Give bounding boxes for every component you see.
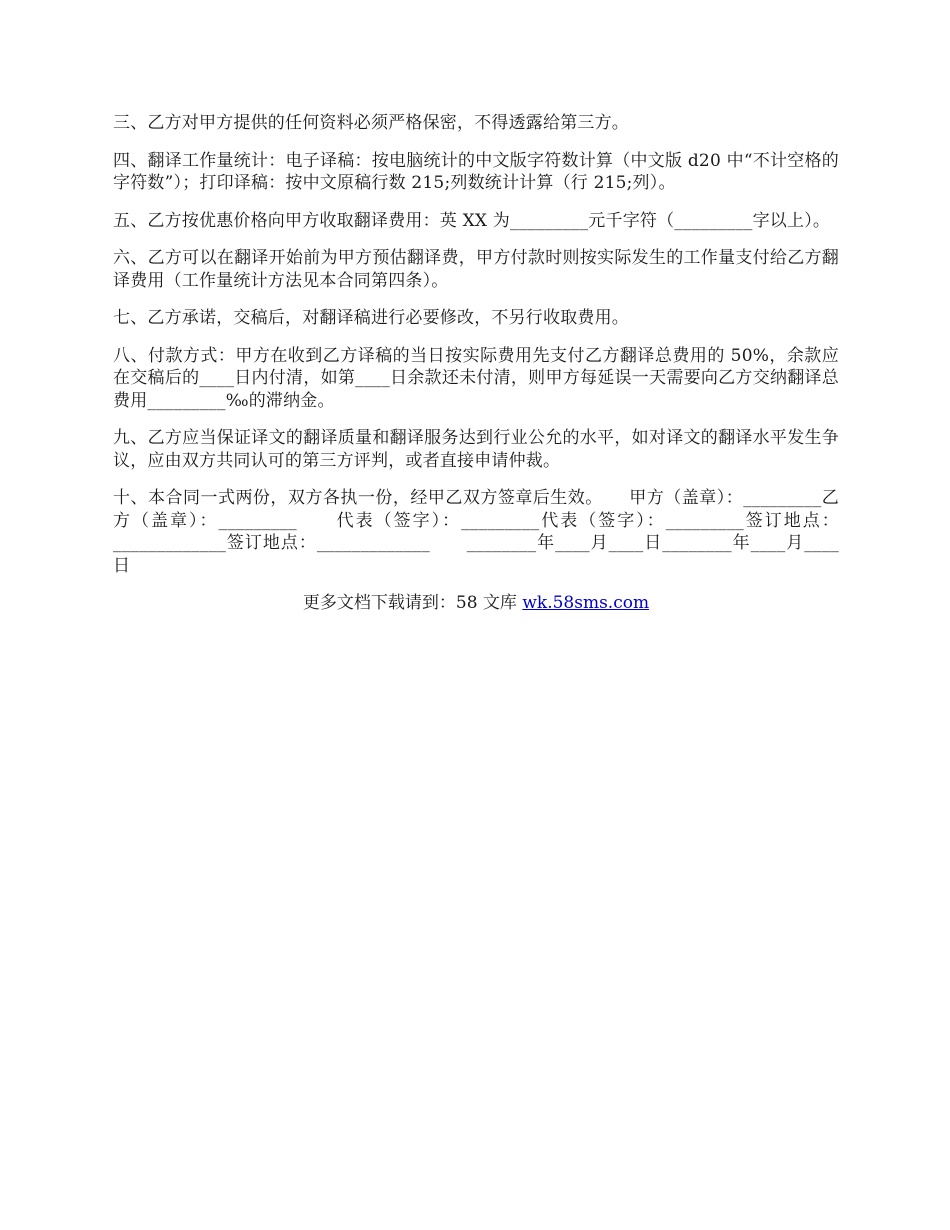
download-footer: [113, 592, 839, 614]
clause-7: 七、乙方承诺，交稿后，对翻译稿进行必要修改，不另行收取费用。: [113, 308, 629, 328]
clause-6: 六、乙方可以在翻译开始前为甲方预估翻译费，甲方付款时则按实际发生的工作量支付给乙方翻译费用（工作量统计方法见本合同第四条）。: [113, 248, 839, 291]
footer-text: 更多文档下载请到：58 文库: [302, 593, 523, 613]
clause-5: 五、乙方按优惠价格向甲方收取翻译费用：英 XX 为_________元千字符（_________字以上）。: [113, 210, 831, 231]
clause-3: 三、乙方对甲方提供的任何资料必须严格保密，不得透露给第三方。: [113, 113, 629, 133]
clause-4: 四、翻译工作量统计：电子译稿：按电脑统计的中文版字符数计算（中文版 d20 中“不计空格的字符数”）；打印译稿：按中文原稿行数 215;列数统计计算（行 215;列）。: [113, 150, 839, 193]
document-body: [113, 112, 839, 614]
clause-8: 八、付款方式：甲方在收到乙方译稿的当日按实际费用先支付乙方翻译总费用的 50%，余款应在交稿后的____日内付清，如第____日余款还未付清，则甲方每延误一天需要向乙方交纳翻译总费用_________‰的滞纳金。: [113, 345, 839, 411]
footer-link[interactable]: wk.58sms.com: [522, 593, 650, 613]
clause-10-signatures: 十、本合同一式两份，双方各执一份，经甲乙双方签章后生效。 甲方（盖章）：_________乙方（盖章）：_________ 代表（签字）：_________代表（签字）：_________签订地点：_____________签订地点：_____________ ________年____月____日________年____月____日: [113, 488, 839, 576]
clause-9: 九、乙方应当保证译文的翻译质量和翻译服务达到行业公允的水平，如对译文的翻译水平发生争议，应由双方共同认可的第三方评判，或者直接申请仲裁。: [113, 428, 839, 471]
